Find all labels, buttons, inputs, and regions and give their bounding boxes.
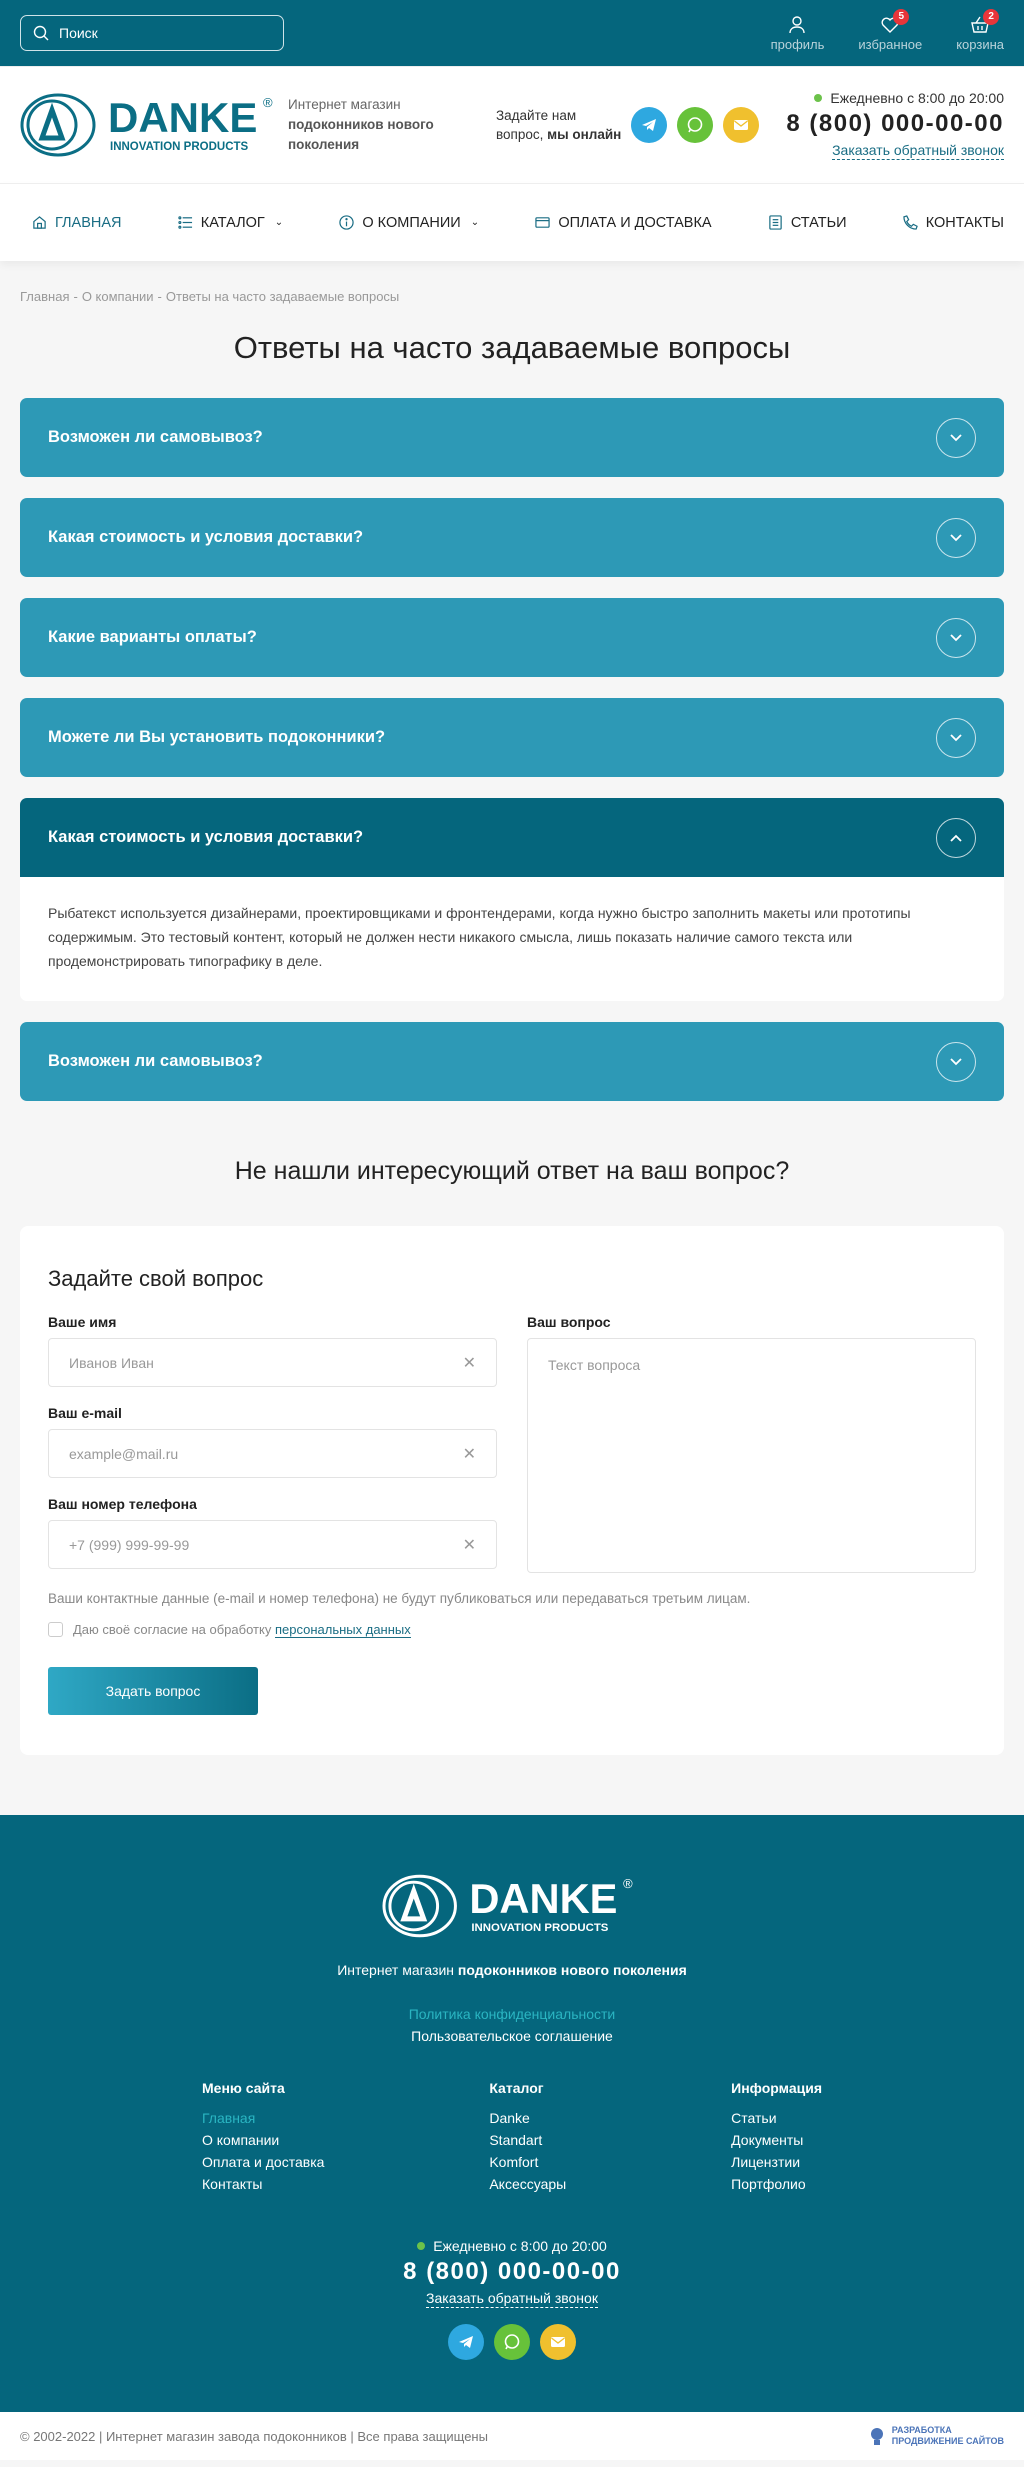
faq-question[interactable] bbox=[20, 1022, 1004, 1101]
collapse-button[interactable] bbox=[936, 818, 976, 858]
faq-item bbox=[20, 1022, 1004, 1101]
callback-link[interactable]: Заказать обратный звонок bbox=[832, 142, 1004, 158]
expand-button[interactable] bbox=[936, 618, 976, 658]
ask-line-1: Задайте нам bbox=[496, 108, 577, 123]
name-field-wrap bbox=[48, 1338, 497, 1387]
footer-link[interactable]: Контакты bbox=[202, 2176, 263, 2192]
footer-col-info bbox=[731, 2080, 822, 2198]
email-field[interactable] bbox=[69, 1446, 463, 1462]
name-field[interactable] bbox=[69, 1355, 463, 1371]
tagline-line: Интернет магазин bbox=[288, 97, 401, 112]
telegram-icon bbox=[640, 116, 658, 134]
faq-question-text: Какая стоимость и условия доставки? bbox=[48, 828, 364, 846]
faq-item-open bbox=[20, 798, 1004, 1001]
article-icon bbox=[768, 215, 783, 230]
svg-text:DANKE: DANKE bbox=[469, 1874, 618, 1922]
svg-text:DANKE: DANKE bbox=[108, 94, 258, 141]
logo[interactable] bbox=[20, 90, 282, 160]
faq-question-text: Какие варианты оплаты? bbox=[48, 628, 257, 646]
faq-question[interactable] bbox=[20, 498, 1004, 577]
phone-field-wrap bbox=[48, 1520, 497, 1569]
info-icon bbox=[339, 215, 354, 230]
question-label: Ваш вопрос bbox=[527, 1314, 611, 1330]
card-icon bbox=[535, 215, 550, 230]
whatsapp-button[interactable] bbox=[494, 2324, 530, 2360]
nav-label: О КОМПАНИИ bbox=[362, 214, 461, 231]
svg-text:®: ® bbox=[263, 95, 273, 110]
nav-label: ОПЛАТА И ДОСТАВКА bbox=[558, 214, 712, 231]
chevron-down-icon: ⌄ bbox=[470, 217, 480, 228]
danke-logo-icon bbox=[382, 1871, 642, 1941]
nav-label: ГЛАВНАЯ bbox=[55, 214, 122, 231]
phone-field[interactable] bbox=[69, 1537, 463, 1553]
search-box[interactable] bbox=[20, 15, 284, 51]
profile-link[interactable] bbox=[771, 15, 825, 52]
whatsapp-icon bbox=[686, 116, 704, 134]
online-dot-icon bbox=[417, 2242, 425, 2250]
phone-icon bbox=[903, 215, 918, 230]
privacy-policy-link[interactable]: Политика конфиденциальности bbox=[408, 2006, 616, 2022]
favorites-count-badge: 5 bbox=[893, 9, 909, 25]
faq-question[interactable] bbox=[20, 798, 1004, 877]
footer-link[interactable]: Статьи bbox=[731, 2110, 777, 2126]
user-actions bbox=[770, 11, 1004, 52]
breadcrumb-current: Ответы на часто задаваемые вопросы bbox=[165, 289, 400, 304]
chevron-down-icon bbox=[950, 534, 962, 542]
footer-col-catalog bbox=[489, 2080, 566, 2198]
phone-label: Ваш номер телефона bbox=[48, 1496, 197, 1512]
footer-link[interactable]: Komfort bbox=[489, 2154, 539, 2170]
footer-link[interactable]: Оплата и доставка bbox=[202, 2154, 325, 2170]
question-textarea[interactable] bbox=[527, 1338, 976, 1573]
list-icon bbox=[178, 215, 193, 230]
nav-label: СТАТЬИ bbox=[790, 214, 847, 231]
faq-accordion bbox=[0, 398, 1024, 1101]
email-button[interactable] bbox=[540, 2324, 576, 2360]
svg-text:INNOVATION PRODUCTS: INNOVATION PRODUCTS bbox=[471, 1921, 609, 1934]
faq-question-text: Возможен ли самовывоз? bbox=[48, 428, 263, 446]
mail-icon bbox=[732, 116, 750, 134]
faq-question[interactable] bbox=[20, 698, 1004, 777]
footer-link[interactable]: Danke bbox=[489, 2110, 530, 2126]
header-socials bbox=[631, 107, 759, 143]
chevron-down-icon bbox=[950, 1058, 962, 1066]
consent-row bbox=[48, 1622, 976, 1637]
faq-item bbox=[20, 398, 1004, 477]
email-label: Ваш e-mail bbox=[48, 1405, 122, 1421]
profile-label: профиль bbox=[770, 36, 825, 52]
search-icon bbox=[33, 25, 49, 41]
footer-contact bbox=[0, 2238, 1024, 2360]
danke-logo-icon bbox=[20, 90, 282, 160]
faq-item bbox=[20, 698, 1004, 777]
ask-online: мы онлайн bbox=[547, 127, 622, 142]
telegram-button[interactable] bbox=[448, 2324, 484, 2360]
breadcrumb-home[interactable]: Главная bbox=[20, 289, 70, 304]
tagline-plain: Интернет магазин bbox=[337, 1962, 455, 1978]
home-icon bbox=[32, 215, 47, 230]
favorites-label: избранное bbox=[858, 36, 923, 52]
terms-link[interactable]: Пользовательское соглашение bbox=[411, 2028, 613, 2044]
chevron-up-icon bbox=[950, 834, 962, 842]
nav-item-home[interactable] bbox=[32, 215, 122, 231]
header bbox=[0, 66, 1024, 183]
nav-item-payment-delivery[interactable] bbox=[535, 215, 711, 231]
page-title: Ответы на часто задаваемые вопросы bbox=[233, 330, 791, 365]
clear-icon[interactable]: ✕ bbox=[462, 1354, 476, 1372]
footer-phone[interactable]: 8 (800) 000-00-00 bbox=[403, 2258, 621, 2285]
expand-button[interactable] bbox=[936, 518, 976, 558]
cart-count-badge: 2 bbox=[983, 9, 999, 25]
svg-text:INNOVATION PRODUCTS: INNOVATION PRODUCTS bbox=[110, 141, 249, 153]
expand-button[interactable] bbox=[936, 418, 976, 458]
footer-col-title: Меню сайта bbox=[202, 2080, 285, 2096]
header-contact bbox=[786, 90, 1004, 160]
question-form bbox=[20, 1226, 1004, 1755]
favorites-link[interactable] bbox=[858, 11, 923, 52]
chevron-down-icon bbox=[950, 734, 962, 742]
footer-tagline bbox=[0, 1962, 1024, 1978]
footer-link[interactable]: Главная bbox=[202, 2110, 256, 2126]
footer-logo[interactable] bbox=[382, 1874, 642, 1945]
footer-col-title: Каталог bbox=[489, 2080, 544, 2096]
consent-checkbox[interactable] bbox=[48, 1622, 63, 1637]
phone-number[interactable]: 8 (800) 000-00-00 bbox=[786, 110, 1004, 137]
tagline-bold: подоконников нового поколения bbox=[288, 117, 434, 152]
main-nav bbox=[0, 183, 1024, 261]
footer-link[interactable]: Аксессуары bbox=[489, 2176, 567, 2192]
whatsapp-icon bbox=[503, 2333, 521, 2351]
tagline-bold: подоконников нового поколения bbox=[457, 1962, 687, 1978]
footer-link[interactable]: Standart bbox=[489, 2132, 543, 2148]
nav-item-catalog[interactable] bbox=[178, 215, 283, 231]
footer-link[interactable]: Портфолио bbox=[731, 2176, 806, 2192]
footer-link[interactable]: О компании bbox=[202, 2132, 280, 2148]
expand-button[interactable] bbox=[936, 718, 976, 758]
footer-col-title: Информация bbox=[731, 2080, 822, 2096]
chevron-down-icon: ⌄ bbox=[274, 217, 284, 228]
email-button[interactable] bbox=[723, 107, 759, 143]
footer-socials bbox=[0, 2324, 1024, 2360]
working-hours bbox=[786, 90, 1004, 106]
faq-item bbox=[20, 498, 1004, 577]
faq-question[interactable] bbox=[20, 598, 1004, 677]
faq-item bbox=[20, 598, 1004, 677]
online-dot-icon bbox=[814, 94, 822, 102]
faq-question-text: Можете ли Вы установить подоконники? bbox=[48, 728, 386, 746]
clear-icon[interactable]: ✕ bbox=[462, 1536, 476, 1554]
footer-columns bbox=[202, 2080, 822, 2198]
chevron-down-icon bbox=[950, 634, 962, 642]
lightbulb-icon bbox=[868, 2424, 886, 2448]
ask-line-2: вопрос, bbox=[496, 127, 544, 142]
faq-answer: Рыбатекст используется дизайнерами, проектировщиками и фронтендерами, когда нужно быстро заполнить макеты или прототипы содержимым. Это тестовый контент, который не должен нести никакого смысла, лишь показать наличие самого текста или продемонстрировать типографику в деле. bbox=[20, 877, 1004, 1001]
clear-icon[interactable]: ✕ bbox=[462, 1445, 476, 1463]
nav-label: КАТАЛОГ bbox=[200, 214, 265, 231]
faq-question-text: Какая стоимость и условия доставки? bbox=[48, 528, 364, 546]
footer-link[interactable]: Лицензтии bbox=[731, 2154, 801, 2170]
faq-question-text: Возможен ли самовывоз? bbox=[48, 1052, 263, 1070]
hours-text: Ежедневно с 8:00 до 20:00 bbox=[830, 90, 1004, 106]
working-hours bbox=[0, 2238, 1024, 2254]
form-title: Задайте свой вопрос bbox=[48, 1266, 264, 1291]
faq-question[interactable] bbox=[20, 398, 1004, 477]
bottom-bar bbox=[0, 2412, 1024, 2460]
not-found-title: Не нашли интересующий ответ на ваш вопрос? bbox=[234, 1157, 790, 1185]
nav-item-articles[interactable] bbox=[768, 215, 847, 231]
privacy-notice: Ваши контактные данные (e-mail и номер телефона) не будут публиковаться или передаваться третьим лицам. bbox=[48, 1591, 751, 1606]
email-field-wrap bbox=[48, 1429, 497, 1478]
telegram-icon bbox=[457, 2333, 475, 2351]
name-label: Ваше имя bbox=[48, 1314, 117, 1330]
ask-question-text bbox=[496, 106, 621, 144]
consent-text: Даю своё согласие на обработку bbox=[73, 1622, 272, 1637]
user-icon bbox=[787, 15, 807, 35]
breadcrumb: Главная - О компании - Ответы на часто задаваемые вопросы bbox=[20, 289, 400, 304]
copyright: © 2002-2022 | Интернет магазин завода подоконников | Все права защищены bbox=[20, 2428, 488, 2444]
dev-line-2: ПРОДВИЖЕНИЕ САЙТОВ bbox=[891, 2436, 1004, 2446]
hours-text: Ежедневно с 8:00 до 20:00 bbox=[433, 2238, 607, 2254]
submit-question-button[interactable]: Задать вопрос bbox=[48, 1667, 258, 1715]
nav-item-about[interactable] bbox=[339, 215, 479, 231]
nav-label: КОНТАКТЫ bbox=[925, 214, 1004, 231]
chevron-down-icon bbox=[950, 434, 962, 442]
top-bar bbox=[0, 0, 1024, 66]
footer-col-menu bbox=[202, 2080, 324, 2198]
developer-link[interactable] bbox=[868, 2424, 1004, 2448]
breadcrumb-about[interactable]: О компании bbox=[81, 289, 154, 304]
dev-line-1: РАЗРАБОТКА bbox=[891, 2425, 952, 2435]
footer-link[interactable]: Документы bbox=[731, 2132, 804, 2148]
cart-link[interactable] bbox=[956, 11, 1004, 52]
footer-callback-link[interactable]: Заказать обратный звонок bbox=[426, 2290, 598, 2306]
expand-button[interactable] bbox=[936, 1042, 976, 1082]
search-input[interactable] bbox=[59, 25, 259, 41]
cart-label: корзина bbox=[956, 36, 1004, 52]
telegram-button[interactable] bbox=[631, 107, 667, 143]
nav-item-contacts[interactable] bbox=[903, 215, 1004, 231]
mail-icon bbox=[549, 2333, 567, 2351]
whatsapp-button[interactable] bbox=[677, 107, 713, 143]
personal-data-link[interactable]: персональных данных bbox=[274, 1622, 411, 1637]
svg-text:®: ® bbox=[623, 1876, 633, 1892]
header-tagline bbox=[288, 95, 468, 155]
footer bbox=[0, 1815, 1024, 2412]
